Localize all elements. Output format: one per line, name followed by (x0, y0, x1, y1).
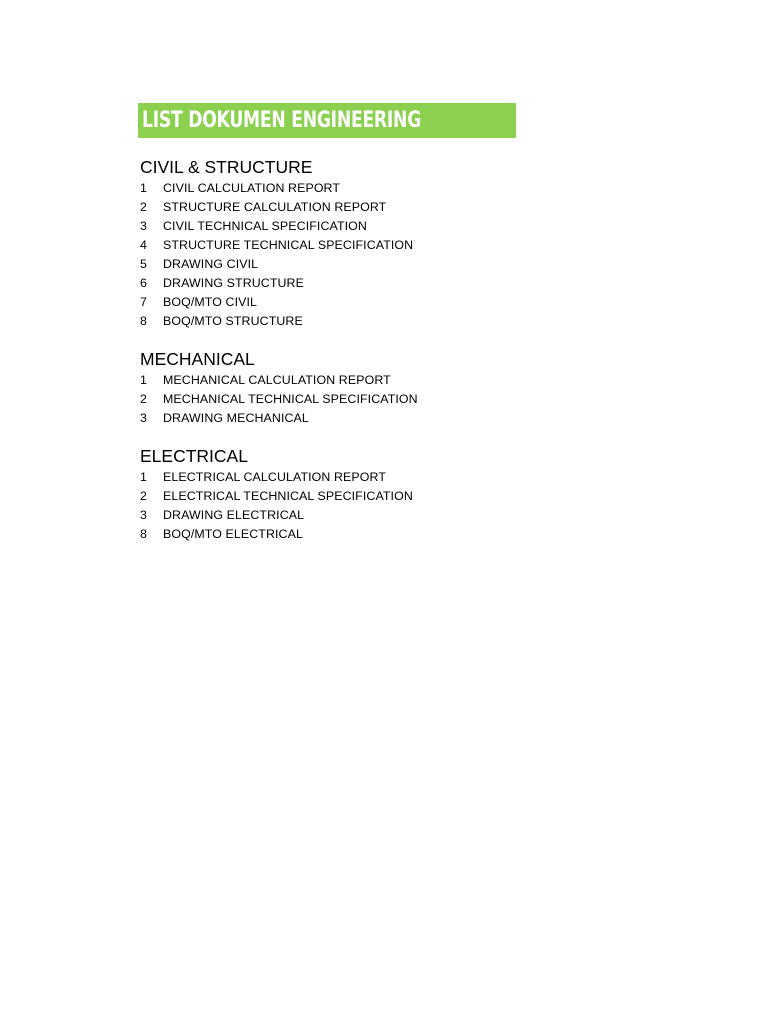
item-number: 4 (140, 237, 147, 252)
document-list (140, 370, 418, 427)
section-mechanical (140, 349, 418, 427)
list-item (140, 370, 418, 389)
page-title: LIST DOKUMEN ENGINEERING (142, 108, 422, 133)
item-label: BOQ/MTO ELECTRICAL (163, 526, 303, 541)
list-item (140, 292, 413, 311)
item-label: ELECTRICAL TECHNICAL SPECIFICATION (163, 488, 413, 503)
section-heading: ELECTRICAL (140, 446, 248, 466)
item-number: 3 (140, 507, 147, 522)
item-label: DRAWING STRUCTURE (163, 275, 304, 290)
list-item (140, 467, 413, 486)
item-number: 7 (140, 294, 147, 309)
item-number: 2 (140, 488, 147, 503)
list-item (140, 178, 413, 197)
list-item (140, 273, 413, 292)
list-item (140, 311, 413, 330)
item-label: STRUCTURE CALCULATION REPORT (163, 199, 387, 214)
item-label: DRAWING MECHANICAL (163, 410, 309, 425)
item-number: 6 (140, 275, 147, 290)
item-number: 1 (140, 469, 147, 484)
list-item (140, 505, 413, 524)
section-heading: MECHANICAL (140, 349, 255, 369)
item-label: BOQ/MTO STRUCTURE (163, 313, 303, 328)
item-label: CIVIL CALCULATION REPORT (163, 180, 341, 195)
item-label: DRAWING CIVIL (163, 256, 259, 271)
list-item (140, 197, 413, 216)
item-label: DRAWING ELECTRICAL (163, 507, 305, 522)
title-banner (138, 103, 516, 138)
list-item (140, 408, 418, 427)
item-number: 1 (140, 180, 147, 195)
item-label: ELECTRICAL CALCULATION REPORT (163, 469, 386, 484)
item-number: 3 (140, 410, 147, 425)
document-list (140, 178, 413, 330)
section-civil-structure (140, 157, 413, 330)
item-number: 2 (140, 199, 147, 214)
section-electrical (140, 446, 413, 543)
list-item (140, 389, 418, 408)
item-number: 3 (140, 218, 147, 233)
item-number: 8 (140, 526, 147, 541)
item-label: MECHANICAL CALCULATION REPORT (163, 372, 391, 387)
document-list (140, 467, 413, 543)
item-number: 2 (140, 391, 147, 406)
list-item (140, 216, 413, 235)
item-label: MECHANICAL TECHNICAL SPECIFICATION (163, 391, 418, 406)
item-number: 5 (140, 256, 147, 271)
item-number: 1 (140, 372, 147, 387)
list-item (140, 254, 413, 273)
section-heading: CIVIL & STRUCTURE (140, 157, 313, 177)
list-item (140, 235, 413, 254)
list-item (140, 524, 413, 543)
item-label: STRUCTURE TECHNICAL SPECIFICATION (163, 237, 414, 252)
list-item (140, 486, 413, 505)
item-label: BOQ/MTO CIVIL (163, 294, 258, 309)
item-number: 8 (140, 313, 147, 328)
item-label: CIVIL TECHNICAL SPECIFICATION (163, 218, 367, 233)
